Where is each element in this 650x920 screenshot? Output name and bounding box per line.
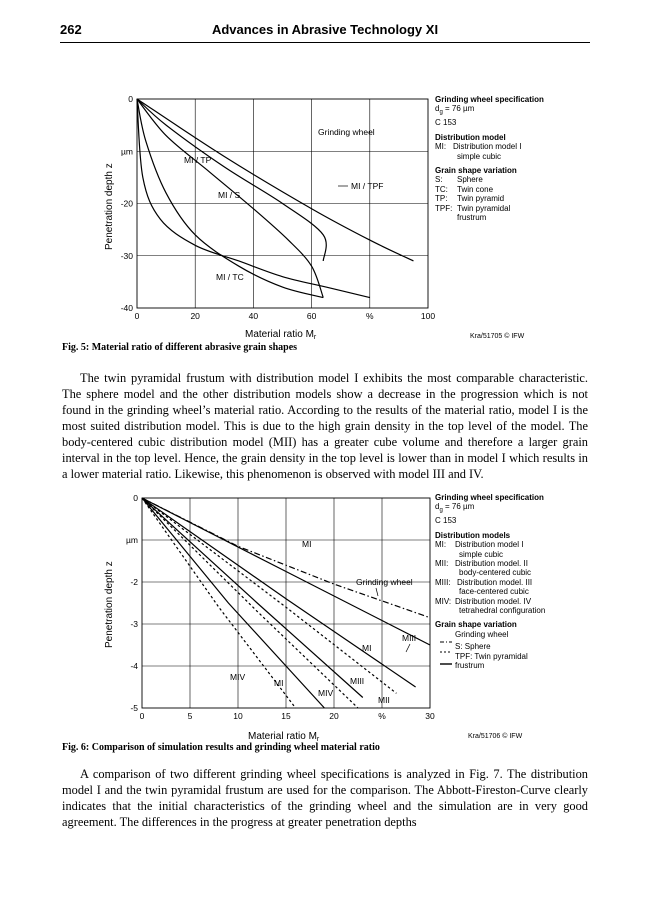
- paragraph-1: The twin pyramidal frustum with distribution model I exhibits the most comparable characteristic. The sphere model and the other distribution models show a decrease in the progression which is not found in the grinding wheel’s material ratio. According to the results of the material ratio, model I is the most suited distribution model. This is due to the high grain density in the top level of the model. The body-centered cubic distribution model (MII) has a greater cube volume and therefore a larger grain interval in the top level. Hence, the grain density in the top level is lower than in model I which results in a lower material ratio. Likewise, this phenomenon is observed with model III and IV.: [62, 371, 588, 481]
- y-tick-label: µm: [121, 146, 133, 157]
- fig5-x-axis-label: Material ratio $M_r$: [245, 329, 317, 341]
- y-tick-label: -40: [120, 303, 133, 313]
- y-tick-label: -4: [130, 661, 138, 671]
- series-line-miv-s: [142, 498, 296, 708]
- fig6-label-mi-mid: MI: [362, 643, 372, 653]
- fig6-legend-shape-item: Grinding wheel: [455, 629, 509, 639]
- y-tick-label: 0: [133, 493, 138, 503]
- fig5-legend-shape-item: S: Sphere: [435, 175, 483, 185]
- x-tick-label: 10: [233, 711, 243, 721]
- y-tick-label: -3: [130, 619, 138, 629]
- fig5-legend-wheel-heading: Grinding wheel specification: [435, 95, 544, 104]
- x-tick-label: 0: [134, 311, 140, 321]
- fig5-credit: Kra/51705 © IFW: [470, 333, 525, 340]
- fig5-legend-shape-item: TPF: Twin pyramidal frustrum: [435, 203, 511, 223]
- fig6-legend-shape-item: TPF: Twin pyramidal frustrum: [455, 651, 528, 671]
- y-tick-label: -2: [130, 577, 138, 587]
- x-tick-label: %: [378, 711, 386, 721]
- fig5-legend-shape-item: TP: Twin pyramid: [435, 194, 505, 204]
- series-line-mi-s: [142, 498, 396, 693]
- series-line-mii-tpf: [142, 498, 363, 698]
- fig5-legend-shape-heading: Grain shape variation: [435, 166, 517, 176]
- fig6-y-axis-label: Penetration depth z: [104, 561, 115, 648]
- x-tick-label: 20: [329, 711, 339, 721]
- y-tick-label: -5: [130, 703, 138, 713]
- fig6-x-axis-label: Material ratio $M_r$: [248, 731, 320, 743]
- fig6-legend-dist-item: MIII: Distribution model. III face-centered cubic: [435, 577, 533, 597]
- fig5-legend-shape-item: TC: Twin cone: [435, 184, 494, 194]
- x-tick-label: 60: [306, 311, 317, 321]
- x-tick-label: %: [366, 311, 374, 321]
- fig5-legend-dist-heading: Distribution model: [435, 132, 506, 142]
- fig6-legend-shape-item: S: Sphere: [455, 642, 491, 652]
- x-tick-label: 15: [281, 711, 291, 721]
- fig5-label-wheel: Grinding wheel: [318, 127, 375, 137]
- y-tick-label: 0: [128, 94, 133, 104]
- fig5-label-mis: MI / S: [218, 190, 241, 200]
- fig6-legend-dg: $d_g = 76$ µm: [435, 502, 475, 514]
- page-number: 262: [60, 22, 82, 37]
- fig6-label-miii-low: MIII: [350, 676, 365, 686]
- fig6-legend-dist-item: MII: Distribution model. II body-centered cubic: [435, 559, 532, 578]
- fig6-label-mi-top: MI: [302, 539, 312, 549]
- fig5-legend-dg: $d_g = 76$ µm: [435, 104, 475, 116]
- fig5-legend-dist-item: MI: Distribution model I simple cubic: [435, 142, 522, 161]
- fig6-legend-dist-item: MIV: Distribution model. IV tetrahedral configuration: [435, 596, 546, 616]
- fig6-credit: Kra/51706 © IFW: [468, 733, 523, 740]
- fig6-legend-wheel-heading: Grinding wheel specification: [435, 493, 544, 502]
- fig6-legend: [435, 493, 585, 671]
- fig6-legend-dist-item: MI: Distribution model I simple cubic: [435, 540, 524, 559]
- fig6-legend-dist-heading: Distribution models: [435, 530, 511, 540]
- fig5-label-mitp: MI / TP: [184, 155, 212, 165]
- x-tick-label: 20: [190, 311, 200, 321]
- fig6-label-mi-low: MI: [274, 678, 284, 688]
- x-tick-label: 100: [420, 311, 436, 321]
- fig6-label-mii: MII: [378, 695, 390, 705]
- x-tick-label: 0: [139, 711, 145, 721]
- paragraph-2: A comparison of two different grinding wheel specifications is analyzed in Fig. 7. The distribution model I and the twin pyramidal frustum are used for the comparison. The Abbott-Fireston-Curve clearly indicates that the initial characteristics of the grinding wheel and the simulation are in very good agreement. The differences in the progress at greater penetration depths: [62, 767, 588, 829]
- fig5-y-axis-label: Penetration depth z: [104, 163, 115, 250]
- journal-title: Advances in Abrasive Technology XI: [211, 22, 439, 37]
- x-tick-label: 30: [425, 711, 435, 721]
- y-tick-label: -20: [120, 198, 133, 209]
- fig6-label-miv-left: MIV: [230, 672, 246, 682]
- series-line-miii-s: [142, 498, 358, 708]
- fig5-legend-conc: C 153: [435, 118, 457, 128]
- x-tick-label: 5: [187, 711, 193, 721]
- fig6-label-wheel: Grinding wheel: [356, 577, 413, 587]
- fig6-legend-shape-heading: Grain shape variation: [435, 620, 517, 630]
- fig5-label-mitpf: MI / TPF: [351, 181, 384, 191]
- fig6-label-wheel-leader: [376, 588, 378, 596]
- fig6-label-miii-leader: [406, 644, 410, 652]
- fig6-caption: Fig. 6: Comparison of simulation results and grinding wheel material ratio: [62, 742, 380, 753]
- fig6-legend-conc: C 153: [435, 516, 457, 526]
- fig6-label-miii-right: MIII: [402, 633, 417, 643]
- x-tick-label: 40: [248, 311, 259, 321]
- fig5-label-mitc: MI / TC: [216, 272, 244, 282]
- y-tick-label: -30: [120, 250, 133, 261]
- fig6-label-miv-right: MIV: [318, 688, 334, 698]
- fig5-caption: Fig. 5: Material ratio of different abrasive grain shapes: [62, 342, 298, 353]
- y-tick-label: µm: [126, 535, 138, 545]
